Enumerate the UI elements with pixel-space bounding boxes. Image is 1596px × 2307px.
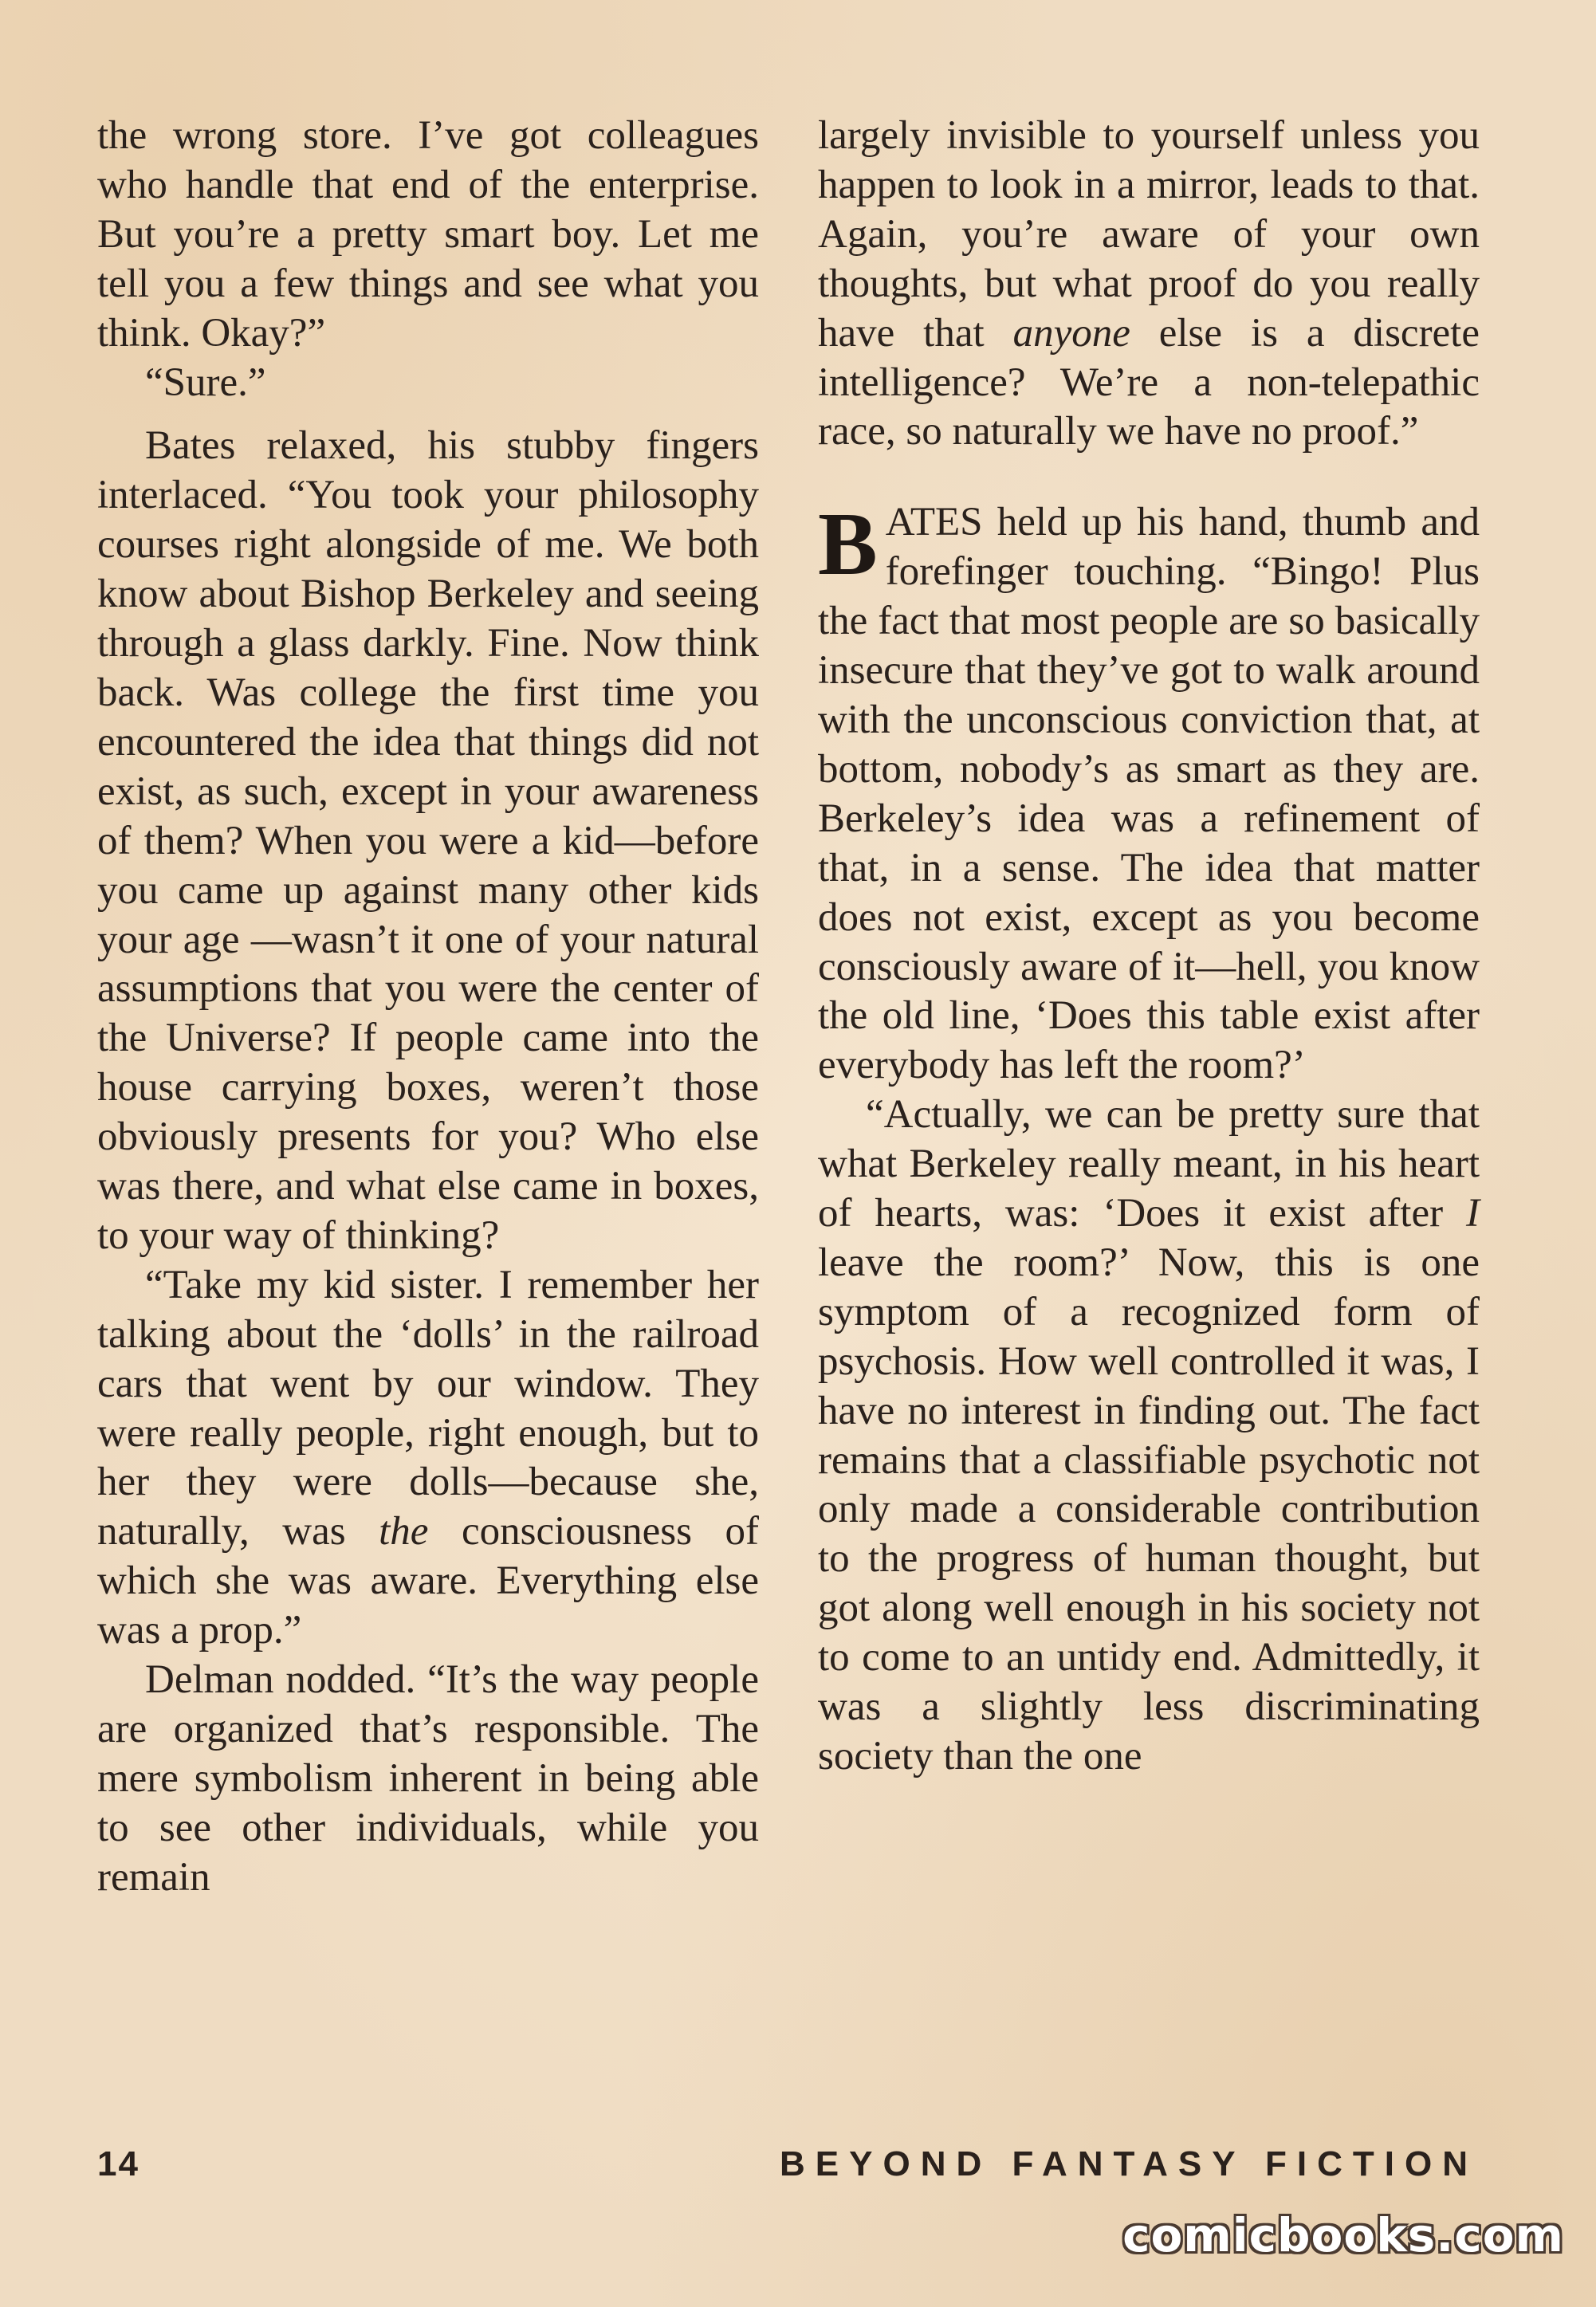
drop-cap: B	[818, 495, 878, 595]
paragraph-text: ATES held up his hand, thumb and forefinger touching. “Bingo! Plus the fact that most people are so basically insecure that they’ve got to walk around with the unconscious conviction that, at bottom, nobody’s as smart as they are. Berkeley’s idea was a refinement of that, in a sense. The idea that matter does not exist, except as you become consciously aware of it—hell, you know the old line, ‘Does this table exist after everybody has left the room?’	[818, 500, 1480, 1088]
italic-text: anyone	[1012, 310, 1130, 356]
paragraph: Delman nodded. “It’s the way people are organized that’s responsible. The mere symbolism inherent in being able to see other individuals, while you remain	[97, 1657, 759, 1900]
italic-text: the	[379, 1509, 429, 1554]
left-text-column	[97, 112, 759, 1903]
paragraph-text: else is a discrete intelligence? We’re a non-telepathic race, so naturally we have no proof.”	[818, 310, 1480, 454]
paragraph: Bates relaxed, his stubby fingers interlaced. “You took your philosophy courses right alongside of me. We both know about Bishop Berkeley and seeing through a glass darkly. Fine. Now think back. Was college the first time you encountered the idea that things did not exist, as such, except in your awareness of them? When you were a kid—before you came up against many other kids your age —wasn’t it one of your natural assumptions that you were the center of the Universe? If people came into the house carrying boxes, weren’t those obviously presents for you? Who else was there, and what else came in boxes, to your way of thinking?	[97, 423, 759, 1258]
paragraph: “Sure.”	[145, 360, 266, 405]
section-opening-paragraph	[818, 495, 1480, 1091]
paragraph-text: largely invisible to yourself unless you happen to look in a mirror, leads to that. Again, you’re aware of your own thoughts, but what proof do you really have that	[818, 113, 1480, 356]
paragraph-text: “Actually, we can be pretty sure that what Berkeley really meant, in his heart of hearts, was: ‘Does it exist after	[818, 1092, 1480, 1236]
paragraph-text: consciousness of which she was aware. Everything else was a prop.”	[97, 1509, 759, 1653]
running-title: BEYOND FANTASY FICTION	[780, 2144, 1478, 2183]
page-number: 14	[97, 2144, 140, 2183]
right-text-column	[818, 112, 1480, 1782]
paragraph-text: leave the room?’ Now, this is one symptom of a recognized form of psychosis. How well controlled it was, I have no interest in finding out. The fact remains that a classifiable psychotic not only made a considerable contribution to the progress of human thought, but got along well enough in his society not to come to an untidy end. Admittedly, it was a slightly less discriminating society than the one	[818, 1240, 1480, 1778]
paragraph: the wrong store. I’ve got colleagues who handle that end of the enterprise. But you’re a pretty smart boy. Let me tell you a few things and see what you think. Okay?”	[97, 113, 759, 356]
watermark-logo: comicbooks.com	[1122, 2208, 1564, 2262]
paragraph	[818, 1091, 1480, 1782]
paragraph-text: “Take my kid sister. I remember her talking about the ‘dolls’ in the railroad cars that went by our window. They were really people, right enough, but to her they were dolls—because she, naturally, was	[97, 1262, 759, 1554]
paragraph	[818, 112, 1480, 457]
paragraph	[97, 1261, 759, 1656]
italic-text: I	[1466, 1191, 1480, 1236]
